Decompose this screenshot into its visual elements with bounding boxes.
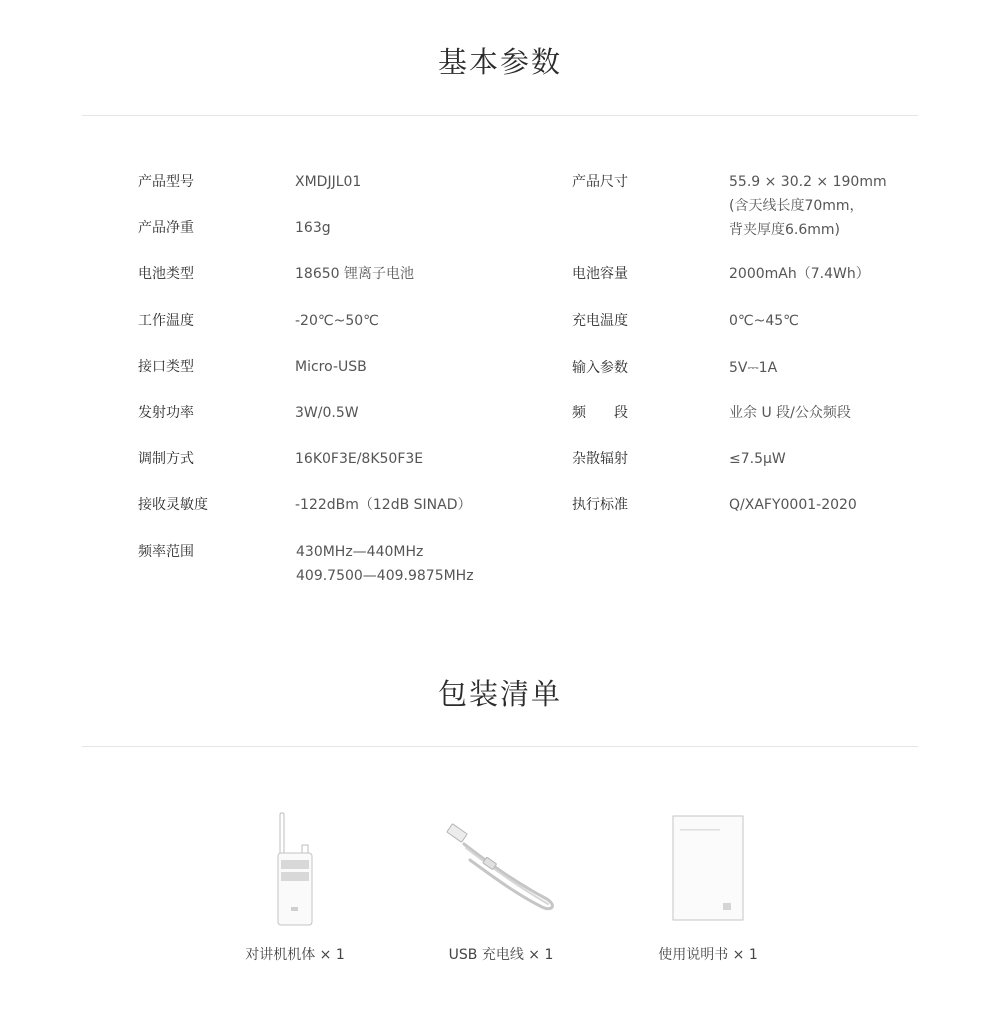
package-item-label: 使用说明书 × 1: [658, 947, 758, 963]
package-item-label: 对讲机机体 × 1: [245, 947, 345, 963]
manual-icon: [670, 813, 746, 923]
spec-label: 接口类型: [138, 359, 194, 375]
spec-value: Micro-USB: [295, 359, 367, 375]
spec-label: 频率范围: [138, 544, 194, 560]
spec-value: XMDJJL01: [295, 174, 362, 190]
spec-label: 执行标准: [572, 497, 628, 513]
spec-value: 2000mAh（7.4Wh）: [729, 266, 870, 282]
spec-label: 充电温度: [572, 313, 628, 329]
spec-label: 产品型号: [138, 174, 194, 190]
spec-value: 163g: [295, 220, 331, 236]
spec-label: 工作温度: [138, 313, 194, 329]
package-title: 包装清单: [437, 677, 562, 711]
walkie-talkie-icon: [270, 810, 320, 930]
params-divider: [82, 115, 918, 116]
spec-label: 产品净重: [138, 220, 194, 236]
spec-label: 频 段: [572, 405, 628, 421]
spec-label: 发射功率: [138, 405, 194, 421]
spec-label: 调制方式: [138, 451, 194, 467]
usb-cable-icon: [440, 820, 565, 915]
package-divider: [82, 746, 918, 747]
spec-value: 430MHz—440MHz 409.7500—409.9875MHz: [296, 544, 474, 584]
spec-label: 产品尺寸: [572, 174, 628, 190]
spec-value: 16K0F3E/8K50F3E: [295, 451, 424, 467]
spec-value: ≤7.5μW: [729, 451, 786, 467]
spec-value: 3W/0.5W: [295, 405, 359, 421]
spec-value: -122dBm（12dB SINAD）: [295, 497, 472, 513]
spec-label: 电池类型: [138, 266, 194, 282]
spec-value: Q/XAFY0001-2020: [729, 497, 857, 513]
spec-value: 18650 锂离子电池: [295, 266, 414, 282]
spec-label: 接收灵敏度: [138, 497, 208, 513]
spec-value: 业余 U 段/公众频段: [729, 405, 851, 421]
spec-label: 电池容量: [572, 266, 628, 282]
spec-value: 55.9 × 30.2 × 190mm (含天线长度70mm， 背夹厚度6.6mm): [729, 174, 887, 238]
spec-label: 输入参数: [572, 360, 628, 376]
spec-value: 5V⎓1A: [729, 360, 778, 376]
package-item-label: USB 充电线 × 1: [448, 947, 554, 963]
spec-value: -20℃~50℃: [295, 313, 379, 329]
params-title: 基本参数: [437, 45, 562, 79]
spec-value: 0℃~45℃: [729, 313, 799, 329]
spec-label: 杂散辐射: [572, 451, 628, 467]
